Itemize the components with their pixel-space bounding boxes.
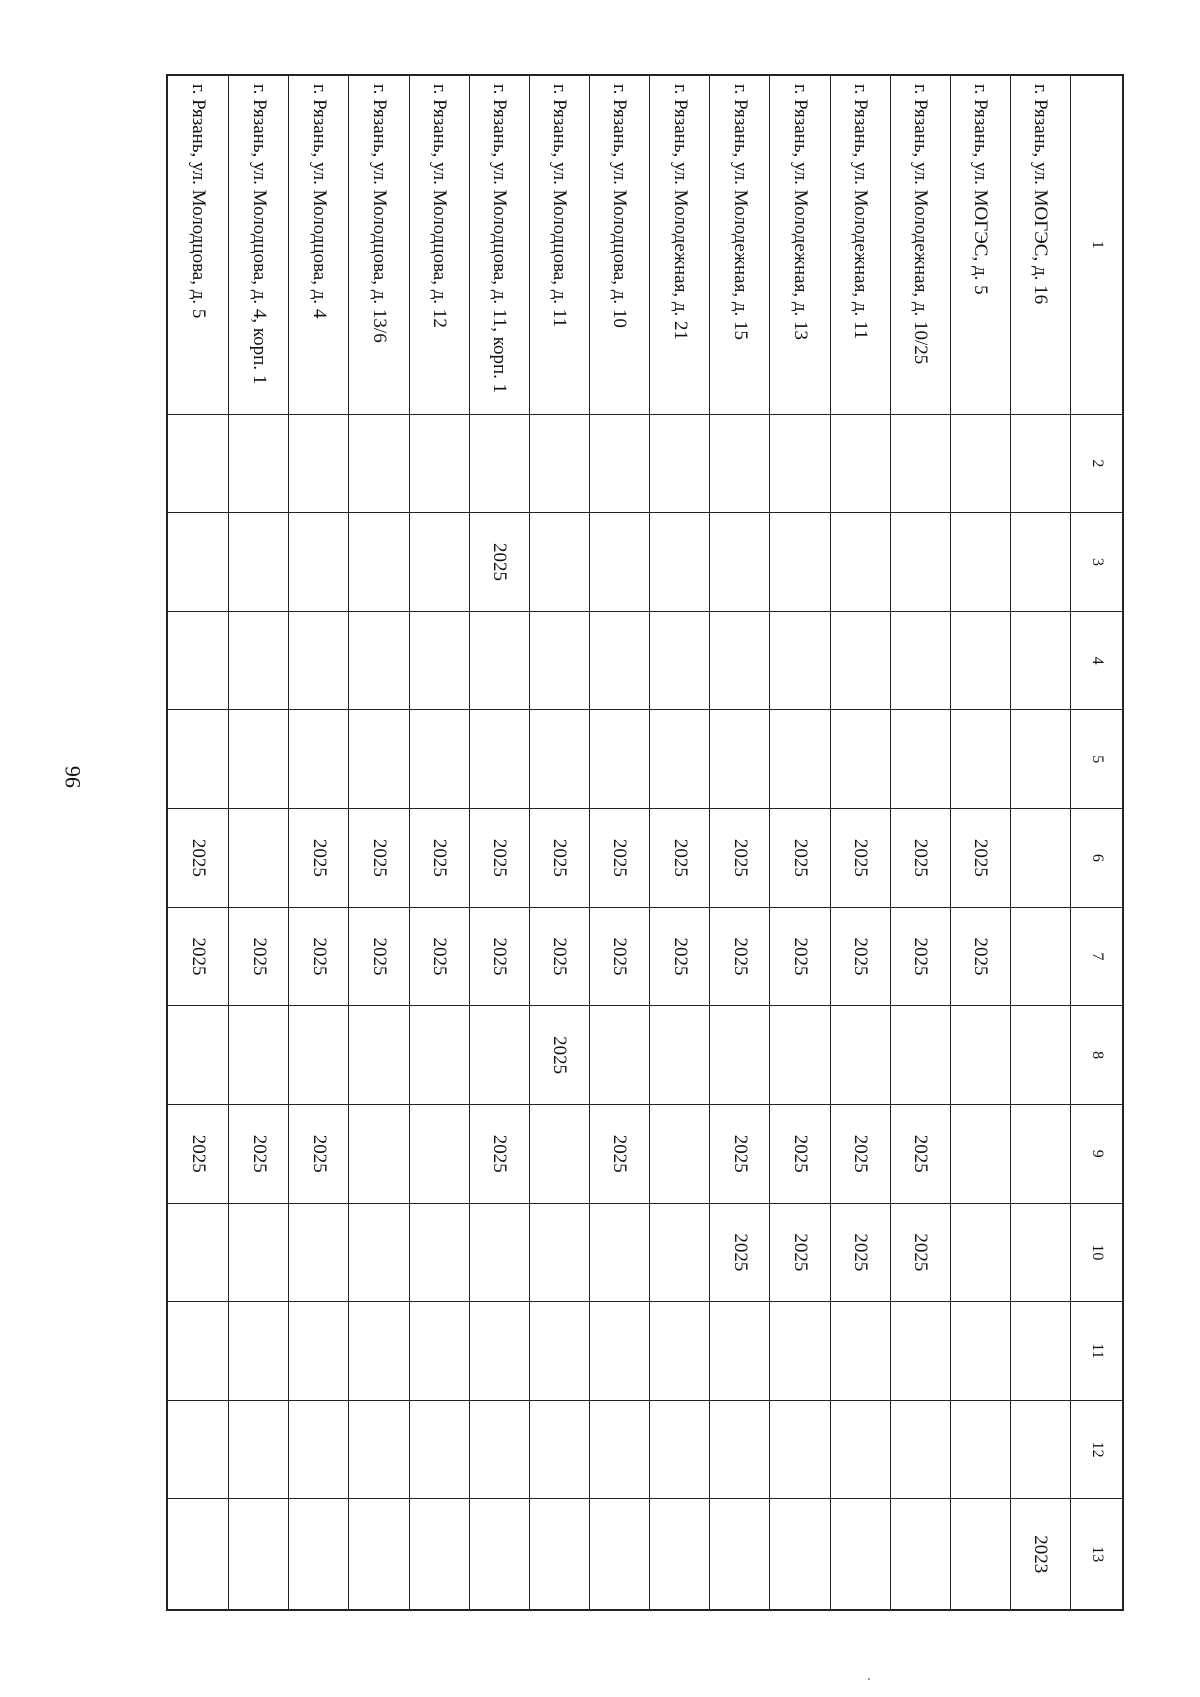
year-cell: 2025: [590, 907, 650, 1006]
year-cell: [1010, 907, 1070, 1006]
page-number: 96: [60, 766, 85, 788]
year-cell: [349, 1203, 409, 1302]
year-cell: 2025: [770, 1104, 830, 1203]
year-cell: [167, 1302, 229, 1401]
year-cell: [590, 710, 650, 809]
year-cell: [469, 414, 529, 513]
year-cell: 2025: [529, 1006, 589, 1105]
year-cell: [349, 611, 409, 710]
year-cell: [529, 1499, 589, 1610]
table-row: [167, 75, 229, 1610]
year-cell: [349, 1499, 409, 1610]
year-cell: [229, 1499, 289, 1610]
year-cell: [890, 513, 950, 612]
year-cell: 2025: [770, 1203, 830, 1302]
year-cell: [650, 710, 710, 809]
year-cell: [830, 1400, 890, 1499]
year-cell: 2025: [950, 809, 1010, 908]
year-cell: [650, 414, 710, 513]
year-cell: [409, 1006, 469, 1105]
year-cell: [529, 611, 589, 710]
year-cell: [650, 611, 710, 710]
year-cell: 2025: [890, 1203, 950, 1302]
year-cell: [770, 710, 830, 809]
year-cell: 2025: [167, 1104, 229, 1203]
year-cell: [469, 710, 529, 809]
table-row: [770, 75, 830, 1610]
year-cell: [349, 710, 409, 809]
year-cell: [710, 611, 770, 710]
year-cell: [469, 1302, 529, 1401]
column-number: 4: [1071, 611, 1123, 710]
year-cell: [710, 1499, 770, 1610]
table-row: [710, 75, 770, 1610]
year-cell: [349, 1302, 409, 1401]
year-cell: [1010, 414, 1070, 513]
year-cell: [830, 1006, 890, 1105]
address-cell: г. Рязань, ул. Молодежная, д. 13: [770, 75, 830, 414]
address-cell: г. Рязань, ул. МОГЭС, д. 5: [950, 75, 1010, 414]
address-cell: г. Рязань, ул. Молодцова, д. 12: [409, 75, 469, 414]
year-cell: [950, 710, 1010, 809]
year-cell: [1010, 710, 1070, 809]
year-cell: [950, 414, 1010, 513]
year-cell: [1010, 1006, 1070, 1105]
year-cell: [289, 1006, 349, 1105]
year-cell: 2025: [770, 907, 830, 1006]
year-cell: [289, 1499, 349, 1610]
year-cell: [650, 1302, 710, 1401]
year-cell: 2025: [950, 907, 1010, 1006]
year-cell: 2025: [167, 907, 229, 1006]
year-cell: 2025: [529, 809, 589, 908]
year-cell: [590, 513, 650, 612]
year-cell: [289, 1203, 349, 1302]
year-cell: [1010, 513, 1070, 612]
year-cell: [409, 1203, 469, 1302]
year-cell: [770, 1006, 830, 1105]
table-row: [229, 75, 289, 1610]
year-cell: 2025: [830, 907, 890, 1006]
year-cell: 2025: [710, 1203, 770, 1302]
scan-speck: [868, 1678, 870, 1680]
address-cell: г. Рязань, ул. Молодцова, д. 13/6: [349, 75, 409, 414]
year-cell: [229, 611, 289, 710]
year-cell: [830, 1302, 890, 1401]
year-cell: [229, 710, 289, 809]
year-cell: [1010, 1203, 1070, 1302]
address-cell: г. Рязань, ул. Молодцова, д. 5: [167, 75, 229, 414]
year-cell: 2025: [229, 1104, 289, 1203]
year-cell: [529, 1400, 589, 1499]
table-row: [469, 75, 529, 1610]
year-cell: [529, 1203, 589, 1302]
year-cell: [469, 1006, 529, 1105]
table-row: [830, 75, 890, 1610]
year-cell: [950, 1400, 1010, 1499]
year-cell: [289, 611, 349, 710]
year-cell: [229, 513, 289, 612]
table-frame: [166, 74, 1124, 1611]
year-cell: [770, 1302, 830, 1401]
year-cell: [830, 710, 890, 809]
address-cell: г. Рязань, ул. Молодежная, д. 21: [650, 75, 710, 414]
year-cell: [289, 1400, 349, 1499]
column-number: 9: [1071, 1104, 1123, 1203]
year-cell: [650, 1203, 710, 1302]
year-cell: [770, 1499, 830, 1610]
year-cell: [830, 1499, 890, 1610]
year-cell: 2025: [710, 809, 770, 908]
column-number: 2: [1071, 414, 1123, 513]
year-cell: [469, 1203, 529, 1302]
column-number: 8: [1071, 1006, 1123, 1105]
year-cell: [590, 1499, 650, 1610]
column-number: 5: [1071, 710, 1123, 809]
column-number: 7: [1071, 907, 1123, 1006]
year-cell: 2025: [289, 1104, 349, 1203]
year-cell: [770, 414, 830, 513]
table-row: [650, 75, 710, 1610]
column-number: 11: [1071, 1302, 1123, 1401]
table-row: [950, 75, 1010, 1610]
year-cell: [890, 1499, 950, 1610]
year-cell: [1010, 1104, 1070, 1203]
year-cell: [710, 710, 770, 809]
year-cell: 2025: [590, 1104, 650, 1203]
year-cell: [830, 611, 890, 710]
year-cell: [890, 1400, 950, 1499]
address-cell: г. Рязань, ул. Молодцова, д. 10: [590, 75, 650, 414]
address-cell: г. Рязань, ул. Молодежная, д. 15: [710, 75, 770, 414]
year-cell: [167, 611, 229, 710]
year-cell: [1010, 1302, 1070, 1401]
table-row: [529, 75, 589, 1610]
year-cell: [950, 1499, 1010, 1610]
year-cell: [529, 513, 589, 612]
year-cell: [830, 513, 890, 612]
year-cell: [229, 1302, 289, 1401]
year-cell: [650, 1104, 710, 1203]
year-cell: [469, 1499, 529, 1610]
year-cell: [167, 1006, 229, 1105]
year-cell: [1010, 611, 1070, 710]
column-number: 6: [1071, 809, 1123, 908]
year-cell: [349, 1006, 409, 1105]
year-cell: 2025: [469, 907, 529, 1006]
column-number: 1: [1071, 75, 1123, 414]
year-cell: [650, 1499, 710, 1610]
year-cell: [289, 414, 349, 513]
year-cell: 2025: [349, 809, 409, 908]
year-cell: [650, 1006, 710, 1105]
year-cell: 2025: [890, 907, 950, 1006]
table-row: [289, 75, 349, 1610]
year-cell: [770, 611, 830, 710]
year-cell: [409, 1302, 469, 1401]
year-cell: [409, 1499, 469, 1610]
year-cell: [1010, 1400, 1070, 1499]
year-cell: [229, 1006, 289, 1105]
column-number: 13: [1071, 1499, 1123, 1610]
year-cell: 2025: [469, 809, 529, 908]
year-cell: [950, 1203, 1010, 1302]
year-cell: 2025: [830, 1104, 890, 1203]
year-cell: 2025: [469, 513, 529, 612]
year-cell: [349, 513, 409, 612]
year-cell: [890, 1302, 950, 1401]
column-number-row: [1071, 75, 1123, 1610]
year-cell: 2025: [289, 809, 349, 908]
year-cell: 2025: [710, 907, 770, 1006]
year-cell: [409, 611, 469, 710]
year-cell: [590, 1302, 650, 1401]
year-cell: [710, 414, 770, 513]
year-cell: [229, 414, 289, 513]
year-cell: [710, 1302, 770, 1401]
year-cell: [590, 611, 650, 710]
year-cell: [409, 414, 469, 513]
year-cell: 2025: [890, 1104, 950, 1203]
year-cell: [890, 1006, 950, 1105]
address-cell: г. Рязань, ул. Молодежная, д. 11: [830, 75, 890, 414]
year-cell: [409, 1104, 469, 1203]
year-cell: [710, 513, 770, 612]
year-cell: [167, 1400, 229, 1499]
year-cell: [529, 414, 589, 513]
column-number: 3: [1071, 513, 1123, 612]
year-cell: [167, 414, 229, 513]
year-cell: [289, 710, 349, 809]
year-cell: [469, 611, 529, 710]
year-cell: [890, 611, 950, 710]
year-cell: [409, 710, 469, 809]
year-cell: [590, 414, 650, 513]
year-cell: [710, 1400, 770, 1499]
year-cell: 2025: [409, 809, 469, 908]
table-row: [1010, 75, 1070, 1610]
address-cell: г. Рязань, ул. Молодежная, д. 10/25: [890, 75, 950, 414]
year-cell: [229, 1400, 289, 1499]
table-row: [890, 75, 950, 1610]
year-cell: [590, 1400, 650, 1499]
year-cell: 2025: [890, 809, 950, 908]
year-cell: 2023: [1010, 1499, 1070, 1610]
year-cell: [950, 1006, 1010, 1105]
year-cell: [950, 1104, 1010, 1203]
year-cell: [950, 513, 1010, 612]
table-row: [409, 75, 469, 1610]
year-cell: 2025: [229, 907, 289, 1006]
year-cell: [950, 1302, 1010, 1401]
year-cell: [770, 513, 830, 612]
year-cell: [529, 1104, 589, 1203]
schedule-table: [166, 74, 1124, 1611]
address-cell: г. Рязань, ул. Молодцова, д. 4: [289, 75, 349, 414]
year-cell: [167, 1203, 229, 1302]
year-cell: 2025: [710, 1104, 770, 1203]
year-cell: [167, 710, 229, 809]
year-cell: [770, 1400, 830, 1499]
year-cell: 2025: [770, 809, 830, 908]
year-cell: [349, 1104, 409, 1203]
year-cell: [950, 611, 1010, 710]
year-cell: [590, 1203, 650, 1302]
year-cell: 2025: [830, 809, 890, 908]
address-cell: г. Рязань, ул. Молодцова, д. 11: [529, 75, 589, 414]
year-cell: [710, 1006, 770, 1105]
address-cell: г. Рязань, ул. Молодцова, д. 11, корп. 1: [469, 75, 529, 414]
year-cell: 2025: [650, 809, 710, 908]
year-cell: 2025: [590, 809, 650, 908]
year-cell: 2025: [289, 907, 349, 1006]
year-cell: [1010, 809, 1070, 908]
year-cell: [289, 1302, 349, 1401]
year-cell: [167, 513, 229, 612]
year-cell: [409, 513, 469, 612]
year-cell: 2025: [529, 907, 589, 1006]
year-cell: 2025: [469, 1104, 529, 1203]
column-number: 10: [1071, 1203, 1123, 1302]
year-cell: [650, 1400, 710, 1499]
year-cell: [529, 1302, 589, 1401]
year-cell: 2025: [650, 907, 710, 1006]
table-row: [590, 75, 650, 1610]
year-cell: [890, 414, 950, 513]
address-cell: г. Рязань, ул. Молодцова, д. 4, корп. 1: [229, 75, 289, 414]
year-cell: [289, 513, 349, 612]
year-cell: [349, 1400, 409, 1499]
year-cell: [830, 414, 890, 513]
year-cell: [529, 710, 589, 809]
year-cell: 2025: [349, 907, 409, 1006]
year-cell: [167, 1499, 229, 1610]
year-cell: [409, 1400, 469, 1499]
column-number: 12: [1071, 1400, 1123, 1499]
year-cell: [349, 414, 409, 513]
year-cell: 2025: [167, 809, 229, 908]
year-cell: 2025: [830, 1203, 890, 1302]
year-cell: [890, 710, 950, 809]
year-cell: [650, 513, 710, 612]
year-cell: [229, 809, 289, 908]
year-cell: 2025: [409, 907, 469, 1006]
year-cell: [229, 1203, 289, 1302]
table-row: [349, 75, 409, 1610]
address-cell: г. Рязань, ул. МОГЭС, д. 16: [1010, 75, 1070, 414]
year-cell: [469, 1400, 529, 1499]
year-cell: [590, 1006, 650, 1105]
